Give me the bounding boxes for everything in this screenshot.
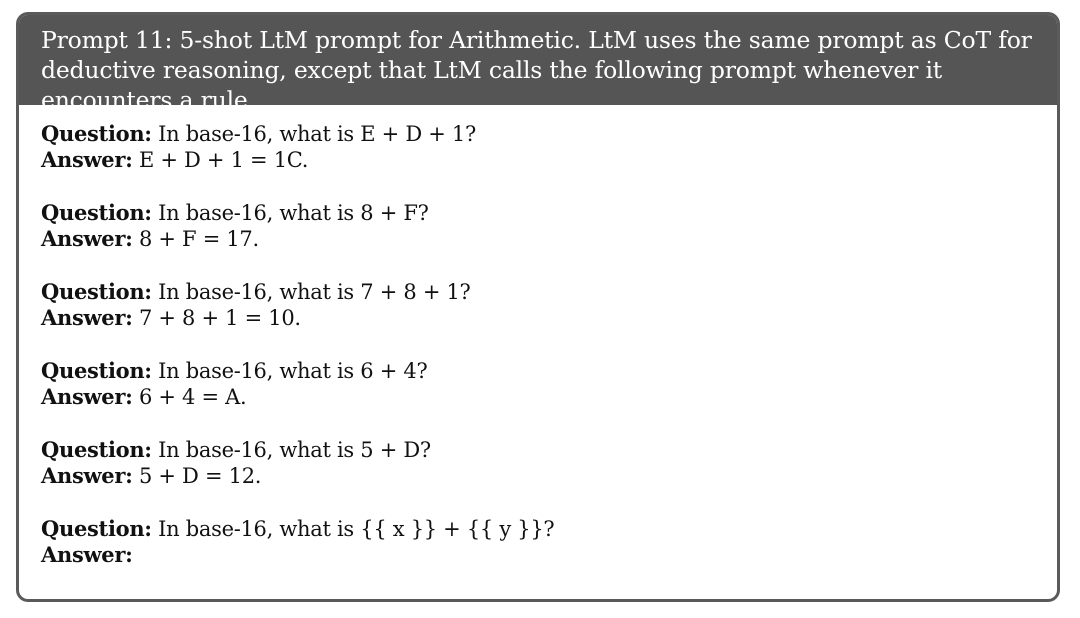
answer-label: Answer:: [41, 226, 133, 251]
answer-line: [41, 384, 1035, 410]
question-label: Question:: [41, 358, 152, 383]
answer-line: [41, 305, 1035, 331]
prompt-box: [16, 12, 1060, 602]
answer-label: Answer:: [41, 147, 133, 172]
question-line: [41, 516, 1035, 542]
qa-example-3: [41, 279, 1035, 331]
answer-line: [41, 147, 1035, 173]
answer-text: 5 + D = 12.: [138, 464, 262, 488]
prompt-content: [19, 105, 1057, 568]
question-text: In base-16, what is 8 + F?: [158, 201, 429, 225]
qa-example-1: [41, 121, 1035, 173]
question-text: In base-16, what is 6 + 4?: [158, 359, 428, 383]
answer-label: Answer:: [41, 305, 133, 330]
question-label: Question:: [41, 516, 152, 541]
question-label: Question:: [41, 437, 152, 462]
question-text: In base-16, what is {{ x }} + {{ y }}?: [158, 517, 555, 541]
question-label: Question:: [41, 279, 152, 304]
question-line: [41, 279, 1035, 305]
question-line: [41, 358, 1035, 384]
answer-label: Answer:: [41, 463, 133, 488]
answer-text: 6 + 4 = A.: [138, 385, 247, 409]
question-text: In base-16, what is 5 + D?: [158, 438, 431, 462]
answer-text: E + D + 1 = 1C.: [138, 148, 309, 172]
question-line: [41, 200, 1035, 226]
question-line: [41, 121, 1035, 147]
question-text: In base-16, what is 7 + 8 + 1?: [158, 280, 471, 304]
prompt-header: Prompt 11: 5-shot LtM prompt for Arithmetic. LtM uses the same prompt as CoT for deductive reasoning, except that LtM calls the following prompt whenever it encounters a rule.: [19, 15, 1057, 105]
question-label: Question:: [41, 200, 152, 225]
question-label: Question:: [41, 121, 152, 146]
answer-label: Answer:: [41, 384, 133, 409]
answer-line: [41, 463, 1035, 489]
question-text: In base-16, what is E + D + 1?: [158, 122, 476, 146]
answer-line: [41, 226, 1035, 252]
question-line: [41, 437, 1035, 463]
qa-example-5: [41, 437, 1035, 489]
answer-text: 7 + 8 + 1 = 10.: [138, 306, 301, 330]
answer-text: 8 + F = 17.: [138, 227, 259, 251]
answer-line: [41, 542, 1035, 568]
answer-label: Answer:: [41, 542, 133, 567]
qa-example-4: [41, 358, 1035, 410]
qa-example-2: [41, 200, 1035, 252]
qa-template: [41, 516, 1035, 568]
